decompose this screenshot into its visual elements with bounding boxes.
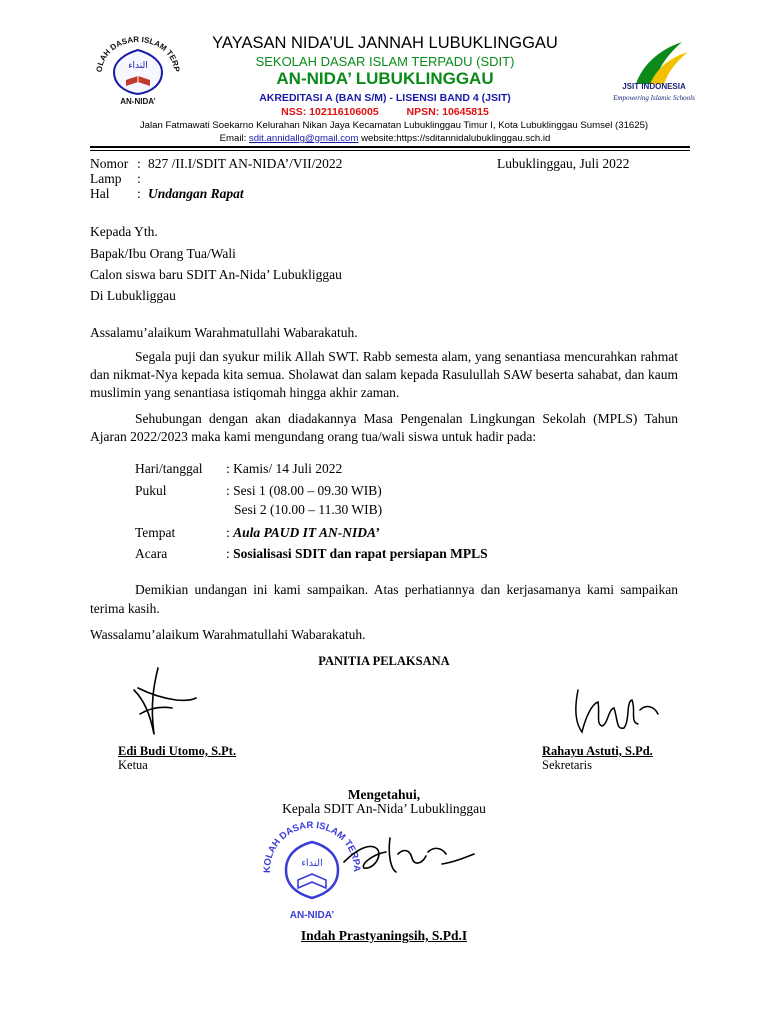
- right-signature: [566, 680, 666, 740]
- time-value-session-1: : Sesi 1 (08.00 – 09.30 WIB): [226, 483, 382, 498]
- svg-text:النداء: النداء: [301, 858, 323, 869]
- website-text[interactable]: website:https://sditannidalubuklinggau.sch.id: [361, 133, 551, 144]
- right-signer-name: Rahayu Astuti, S.Pd.: [542, 744, 653, 758]
- signature-scribble-icon: [566, 680, 666, 740]
- npsn-number: NPSN: 10645815: [406, 106, 489, 118]
- hal-label: Hal: [90, 186, 110, 201]
- recipient-line-4: Di Lubukliggau: [90, 288, 176, 303]
- registration-numbers: [150, 106, 620, 118]
- right-signer-role: Sekretaris: [542, 758, 592, 772]
- place-date: Lubuklinggau, Juli 2022: [497, 156, 630, 171]
- place-colon: :: [226, 525, 234, 540]
- stamp-bottom-text: AN-NIDA’: [289, 910, 335, 921]
- recipient-line-3: Calon siswa baru SDIT An-Nida’ Lubukliggau: [90, 267, 342, 282]
- lamp-label: Lamp: [90, 171, 122, 186]
- place-value: Aula PAUD IT AN-NIDA’: [233, 525, 380, 540]
- contact-line: [150, 133, 620, 144]
- signature-scribble-icon: [120, 664, 200, 744]
- recipient-line-1: Kepada Yth.: [90, 224, 158, 239]
- logo-left-arc-text: OLAH DASAR ISLAM TERP: [94, 36, 182, 73]
- place-label: Tempat: [135, 525, 176, 540]
- header-divider-thin: [90, 150, 690, 151]
- school-address: Jalan Fatmawati Soekarno Kelurahan Nikan Jaya Kecamatan Lubuklinggau Timur I, Kota Lubuklinggau Sumsel (31625): [139, 120, 649, 131]
- acknowledge-label: Mengetahui,: [347, 787, 421, 802]
- recipient-line-2: Bapak/Ibu Orang Tua/Wali: [90, 246, 236, 261]
- day-value: : Kamis/ 14 Juli 2022: [226, 461, 343, 476]
- left-signature: [120, 664, 200, 744]
- nomor-label: Nomor: [90, 156, 129, 171]
- lamp-colon: :: [137, 171, 141, 186]
- greeting: Assalamu’alaikum Warahmatullahi Wabarakatuh.: [90, 325, 358, 340]
- foundation-name: YAYASAN NIDA’UL JANNAH LUBUKLINGGAU: [212, 34, 558, 52]
- time-label: Pukul: [135, 483, 167, 498]
- head-name: Indah Prastyaningsih, S.Pd.I: [300, 928, 468, 943]
- svg-text:النداء: النداء: [128, 61, 148, 71]
- paragraph-2: Sehubungan dengan akan diadakannya Masa Pengenalan Lingkungan Sekolah (MPLS) Tahun Ajaran 2022/2023 maka kami mengundang orang tua/wali siswa untuk hadir pada:: [90, 411, 678, 444]
- stamp-arc-text: KOLAH DASAR ISLAM TERPA: [262, 819, 362, 874]
- school-name: AN-NIDA’ LUBUKLINGGAU: [276, 69, 494, 88]
- nomor-value: 827 /II.I/SDIT AN-NIDA’/VII/2022: [148, 156, 343, 171]
- header-divider-thick: [90, 146, 690, 148]
- accreditation: AKREDITASI A (BAN S/M) - LISENSI BAND 4 (JSIT): [259, 92, 511, 104]
- logo-left-bottom-text: AN-NIDA’: [120, 97, 156, 106]
- event-colon: :: [226, 546, 234, 561]
- jsit-logo-title: JSIT INDONESIA: [622, 82, 686, 91]
- nss-number: NSS: 102116106005: [281, 106, 379, 118]
- hal-colon: :: [137, 186, 141, 201]
- place-value-line: [226, 525, 380, 541]
- head-signature: [338, 828, 478, 888]
- hal-value: Undangan Rapat: [148, 186, 244, 201]
- event-value-line: [226, 546, 488, 562]
- jsit-logo-tagline: Empowering Islamic Schools: [613, 94, 695, 102]
- signature-scribble-icon: [338, 828, 478, 888]
- time-value-session-2: Sesi 2 (10.00 – 11.30 WIB): [234, 502, 383, 517]
- paragraph-3: Demikian undangan ini kami sampaikan. Atas perhatiannya dan kerjasamanya kami sampaikan terima kasih.: [90, 582, 678, 616]
- day-label: Hari/tanggal: [135, 461, 203, 476]
- paragraph-1: Segala puji dan syukur milik Allah SWT. Rabb semesta alam, yang senantiasa mencurahkan rahmat dan nikmat-Nya kepada kita semua. Sholawat dan salam kepada Rasulullah SAW beserta sahabat, dan kaum muslimin yang senantiasa istiqomah hingga akhir zaman.: [90, 349, 678, 400]
- event-value: Sosialisasi SDIT dan rapat persiapan MPLS: [233, 546, 488, 561]
- jsit-logo-right: [606, 38, 702, 108]
- event-label: Acara: [135, 546, 168, 561]
- closing: Wassalamu’alaikum Warahmatullahi Wabarakatuh.: [90, 627, 366, 642]
- email-label: Email:: [219, 133, 247, 144]
- committee-title: PANITIA PELAKSANA: [318, 654, 450, 668]
- head-title: Kepala SDIT An-Nida’ Lubuklinggau: [282, 801, 486, 816]
- left-signer-role: Ketua: [118, 758, 148, 772]
- left-signer-name: Edi Budi Utomo, S.Pt.: [118, 744, 237, 758]
- nomor-colon: :: [137, 156, 141, 171]
- school-type: SEKOLAH DASAR ISLAM TERPADU (SDIT): [255, 54, 515, 69]
- email-link[interactable]: sdit.annidallg@gmail.com: [248, 133, 359, 144]
